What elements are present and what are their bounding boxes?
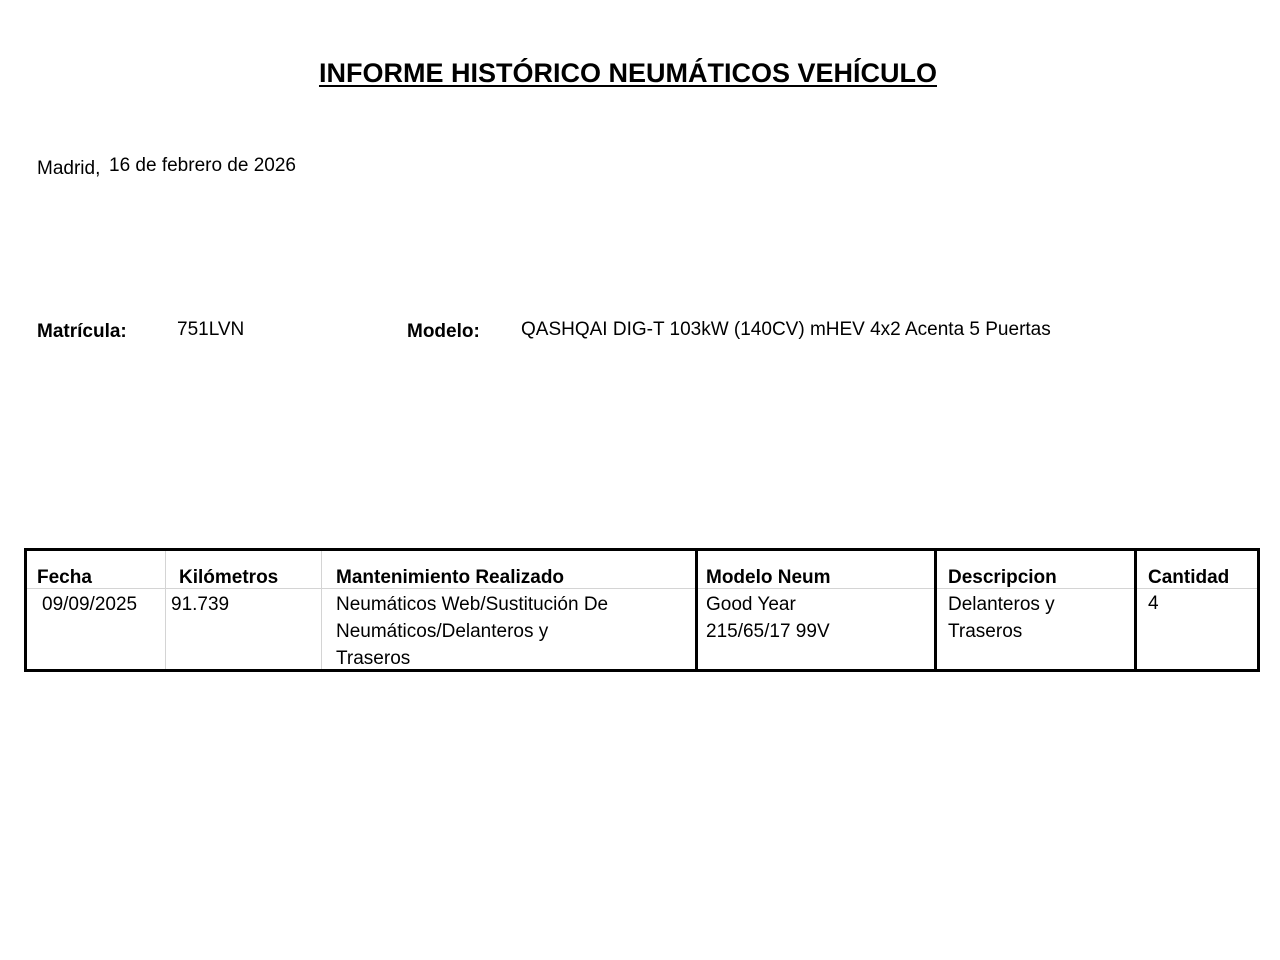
cell-mantenimiento-line: Neumáticos Web/Sustitución De <box>336 594 609 615</box>
column-divider <box>934 551 937 669</box>
column-divider <box>1134 551 1137 669</box>
cell-descripcion-line: Traseros <box>948 621 1023 642</box>
plate-label: Matrícula: <box>37 321 127 342</box>
header-modelo-neum: Modelo Neum <box>706 567 831 588</box>
header-fecha: Fecha <box>37 567 92 588</box>
cell-mantenimiento-line: Traseros <box>336 648 411 669</box>
header-cantidad: Cantidad <box>1148 567 1230 588</box>
column-divider <box>321 551 322 669</box>
cell-descripcion-line: Delanteros y <box>948 594 1055 615</box>
cell-modelo-line: 215/65/17 99V <box>706 621 830 642</box>
cell-descripcion <box>948 591 1128 645</box>
report-date: 16 de febrero de 2026 <box>109 155 296 176</box>
cell-mantenimiento-line: Neumáticos/Delanteros y <box>336 621 549 642</box>
model-label: Modelo: <box>407 321 480 342</box>
cell-modelo-line: Good Year <box>706 594 796 615</box>
report-place: Madrid, <box>37 158 101 179</box>
header-descripcion: Descripcion <box>948 567 1057 588</box>
column-divider <box>165 551 166 669</box>
cell-kilometros: 91.739 <box>171 594 230 615</box>
cell-cantidad: 4 <box>1148 593 1159 614</box>
tire-history-table <box>24 548 1260 672</box>
cell-mantenimiento <box>336 591 686 672</box>
cell-modelo-neum <box>706 591 926 645</box>
report-title: INFORME HISTÓRICO NEUMÁTICOS VEHÍCULO <box>318 58 937 88</box>
plate-value: 751LVN <box>177 319 245 340</box>
model-value: QASHQAI DIG-T 103kW (140CV) mHEV 4x2 Acenta 5 Puertas <box>521 319 1051 340</box>
header-kilometros: Kilómetros <box>179 567 279 588</box>
column-divider <box>695 551 698 669</box>
cell-fecha: 09/09/2025 <box>42 594 138 615</box>
header-mantenimiento: Mantenimiento Realizado <box>336 567 565 588</box>
